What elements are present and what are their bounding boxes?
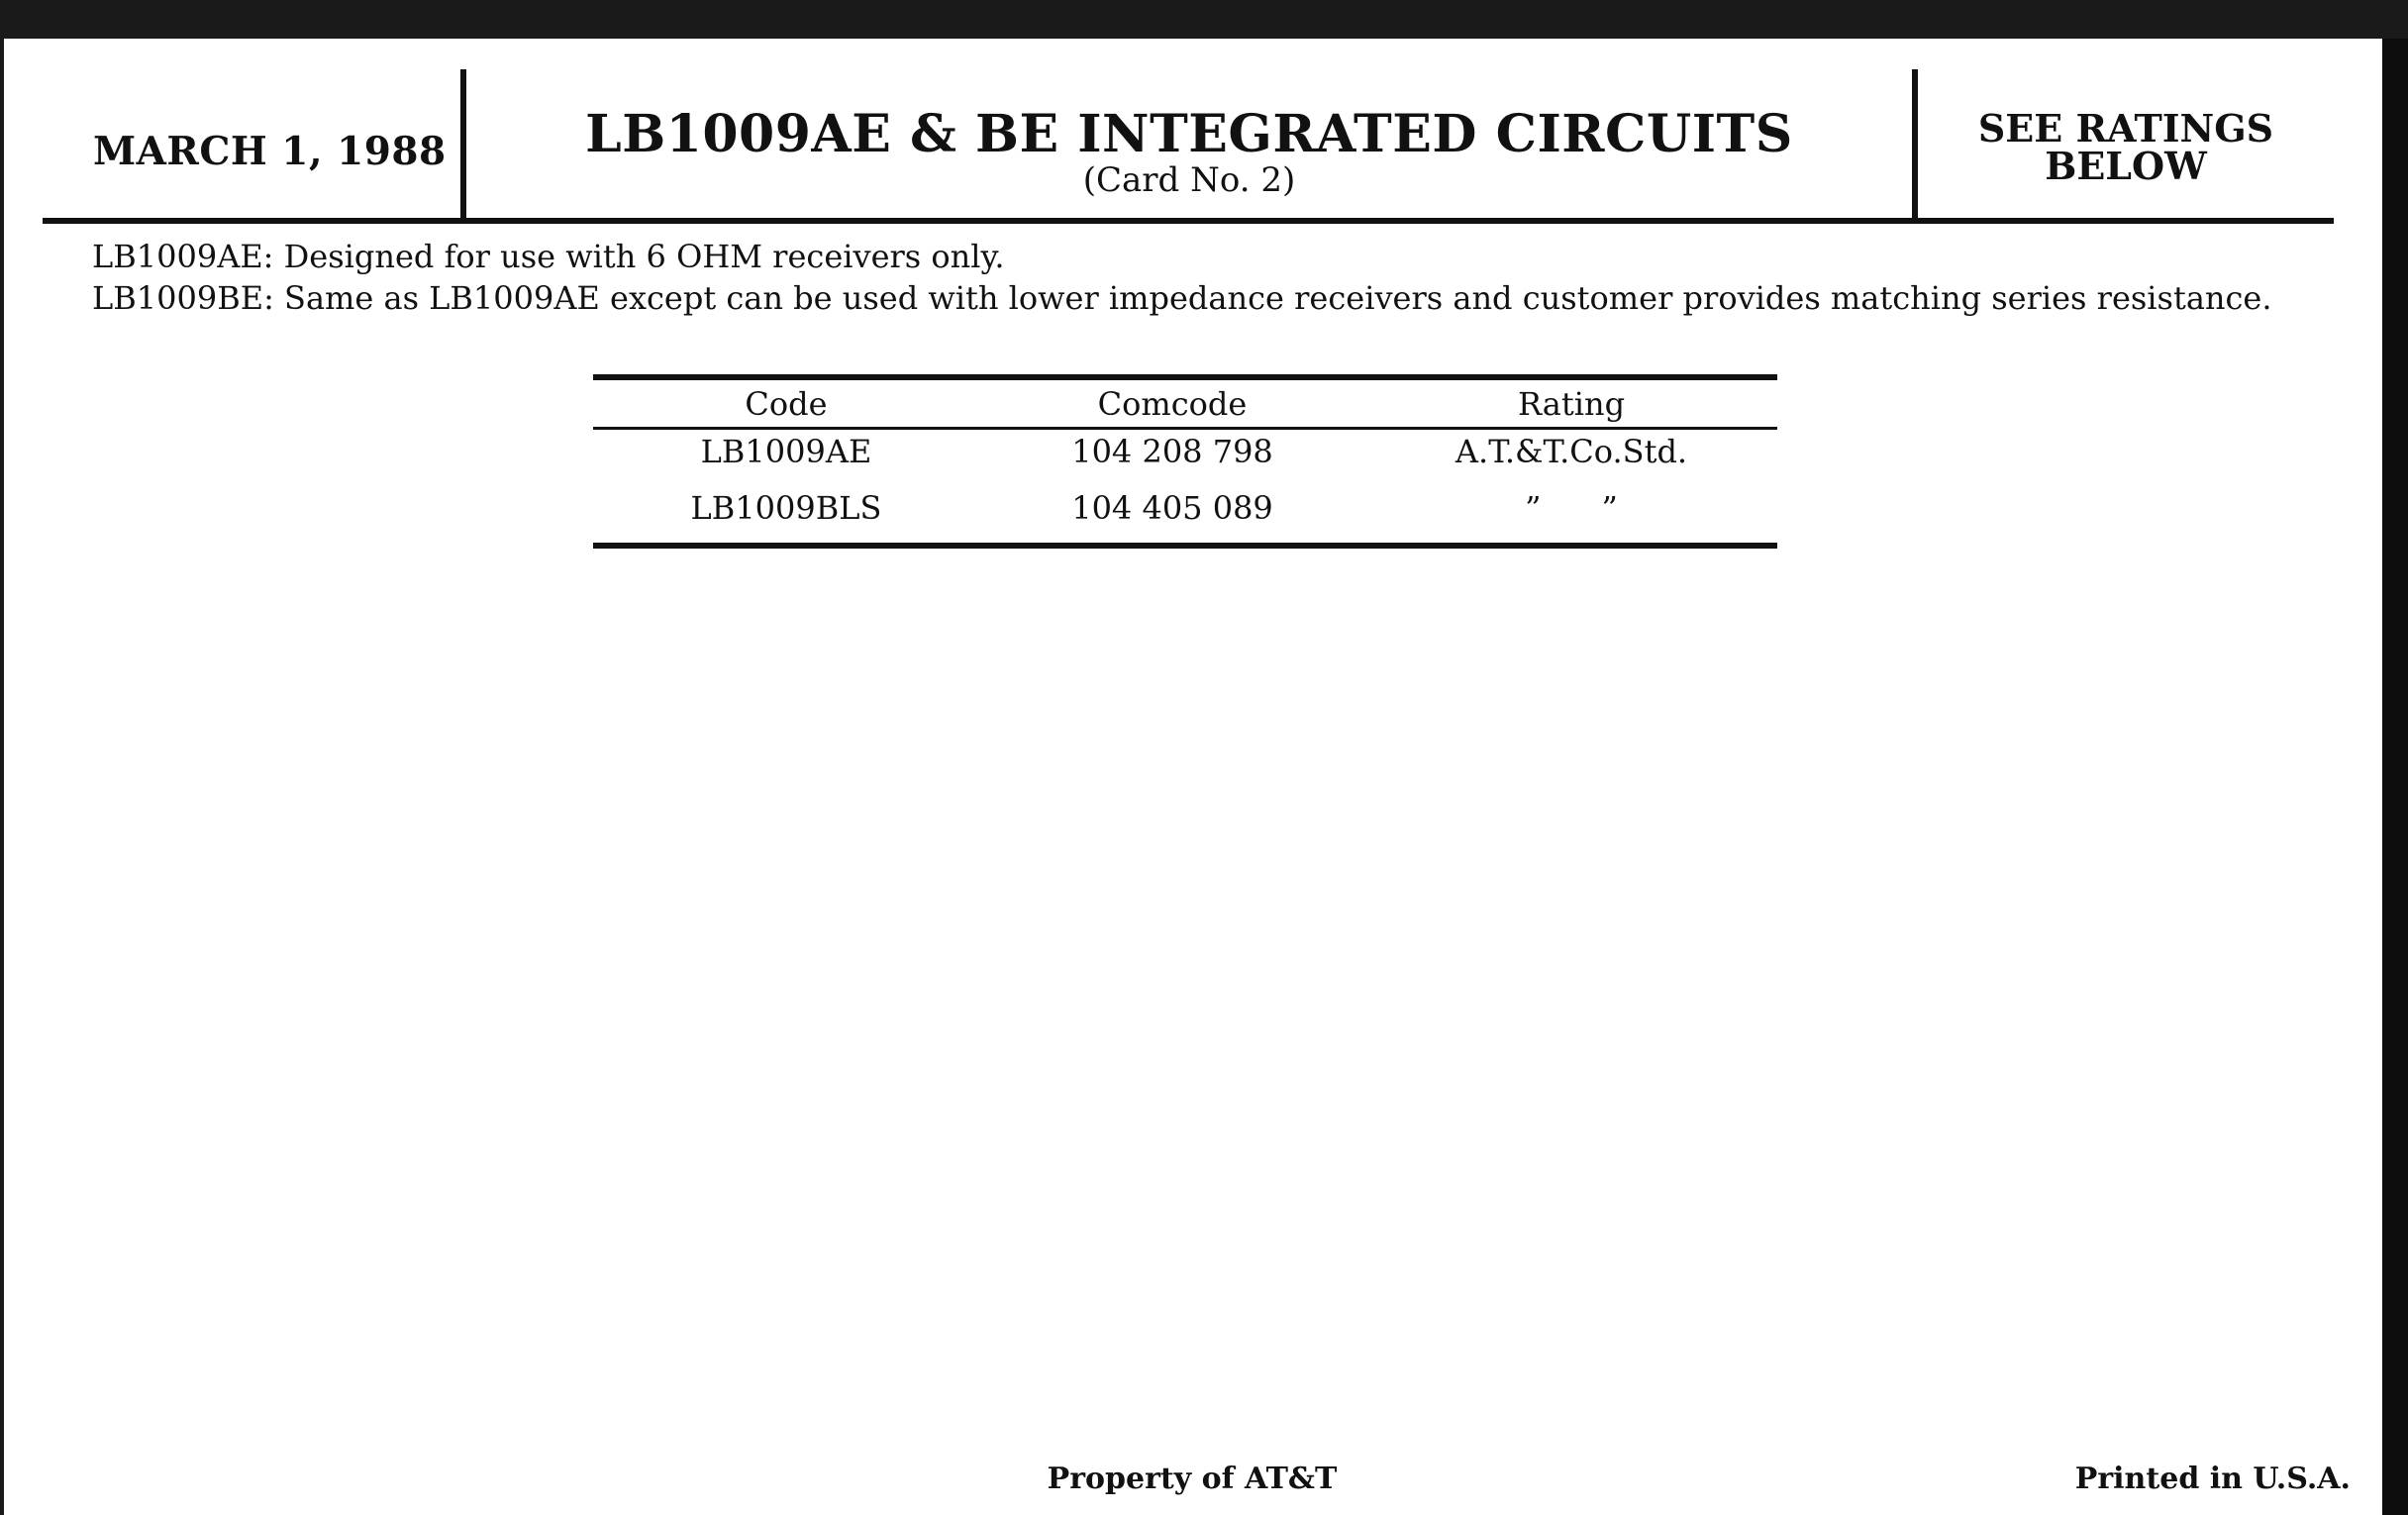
cell-rating: ” ” bbox=[1525, 489, 1618, 527]
code-table bbox=[593, 374, 1777, 549]
scan-edge bbox=[2382, 39, 2408, 1515]
ratings-line-2: BELOW bbox=[2045, 144, 2207, 188]
table-row bbox=[593, 430, 1777, 473]
card-date: MARCH 1, 1988 bbox=[93, 129, 447, 174]
card-subtitle: (Card No. 2) bbox=[1082, 159, 1296, 200]
footer-printed: Printed in U.S.A. bbox=[2074, 1462, 2351, 1496]
footer-property: Property of AT&T bbox=[1047, 1462, 1338, 1496]
column-header-code: Code bbox=[745, 384, 828, 423]
column-header-comcode: Comcode bbox=[1097, 384, 1248, 423]
cell-comcode: 104 208 798 bbox=[1071, 433, 1273, 470]
table-bottom-rule bbox=[593, 543, 1777, 549]
cell-code: LB1009BLS bbox=[690, 489, 882, 527]
card-title: LB1009AE & BE INTEGRATED CIRCUITS bbox=[585, 104, 1793, 164]
cell-code: LB1009AE bbox=[700, 433, 872, 470]
title-block bbox=[466, 104, 1912, 200]
cell-comcode: 104 405 089 bbox=[1071, 489, 1273, 527]
ratings-note bbox=[1918, 106, 2334, 188]
table-header-row bbox=[593, 380, 1777, 427]
table-row bbox=[593, 473, 1777, 543]
catalog-card bbox=[4, 39, 2382, 1515]
ratings-line-1: SEE RATINGS bbox=[1977, 106, 2274, 151]
note-line: LB1009BE: Same as LB1009AE except can be used with lower impedance receivers and customer provides matching series resistance. bbox=[92, 279, 2272, 317]
column-header-rating: Rating bbox=[1517, 384, 1626, 423]
cell-rating: A.T.&T.Co.Std. bbox=[1455, 433, 1688, 470]
notes bbox=[92, 236, 2272, 319]
header-rule bbox=[43, 218, 2334, 224]
note-line: LB1009AE: Designed for use with 6 OHM receivers only. bbox=[92, 238, 1005, 275]
